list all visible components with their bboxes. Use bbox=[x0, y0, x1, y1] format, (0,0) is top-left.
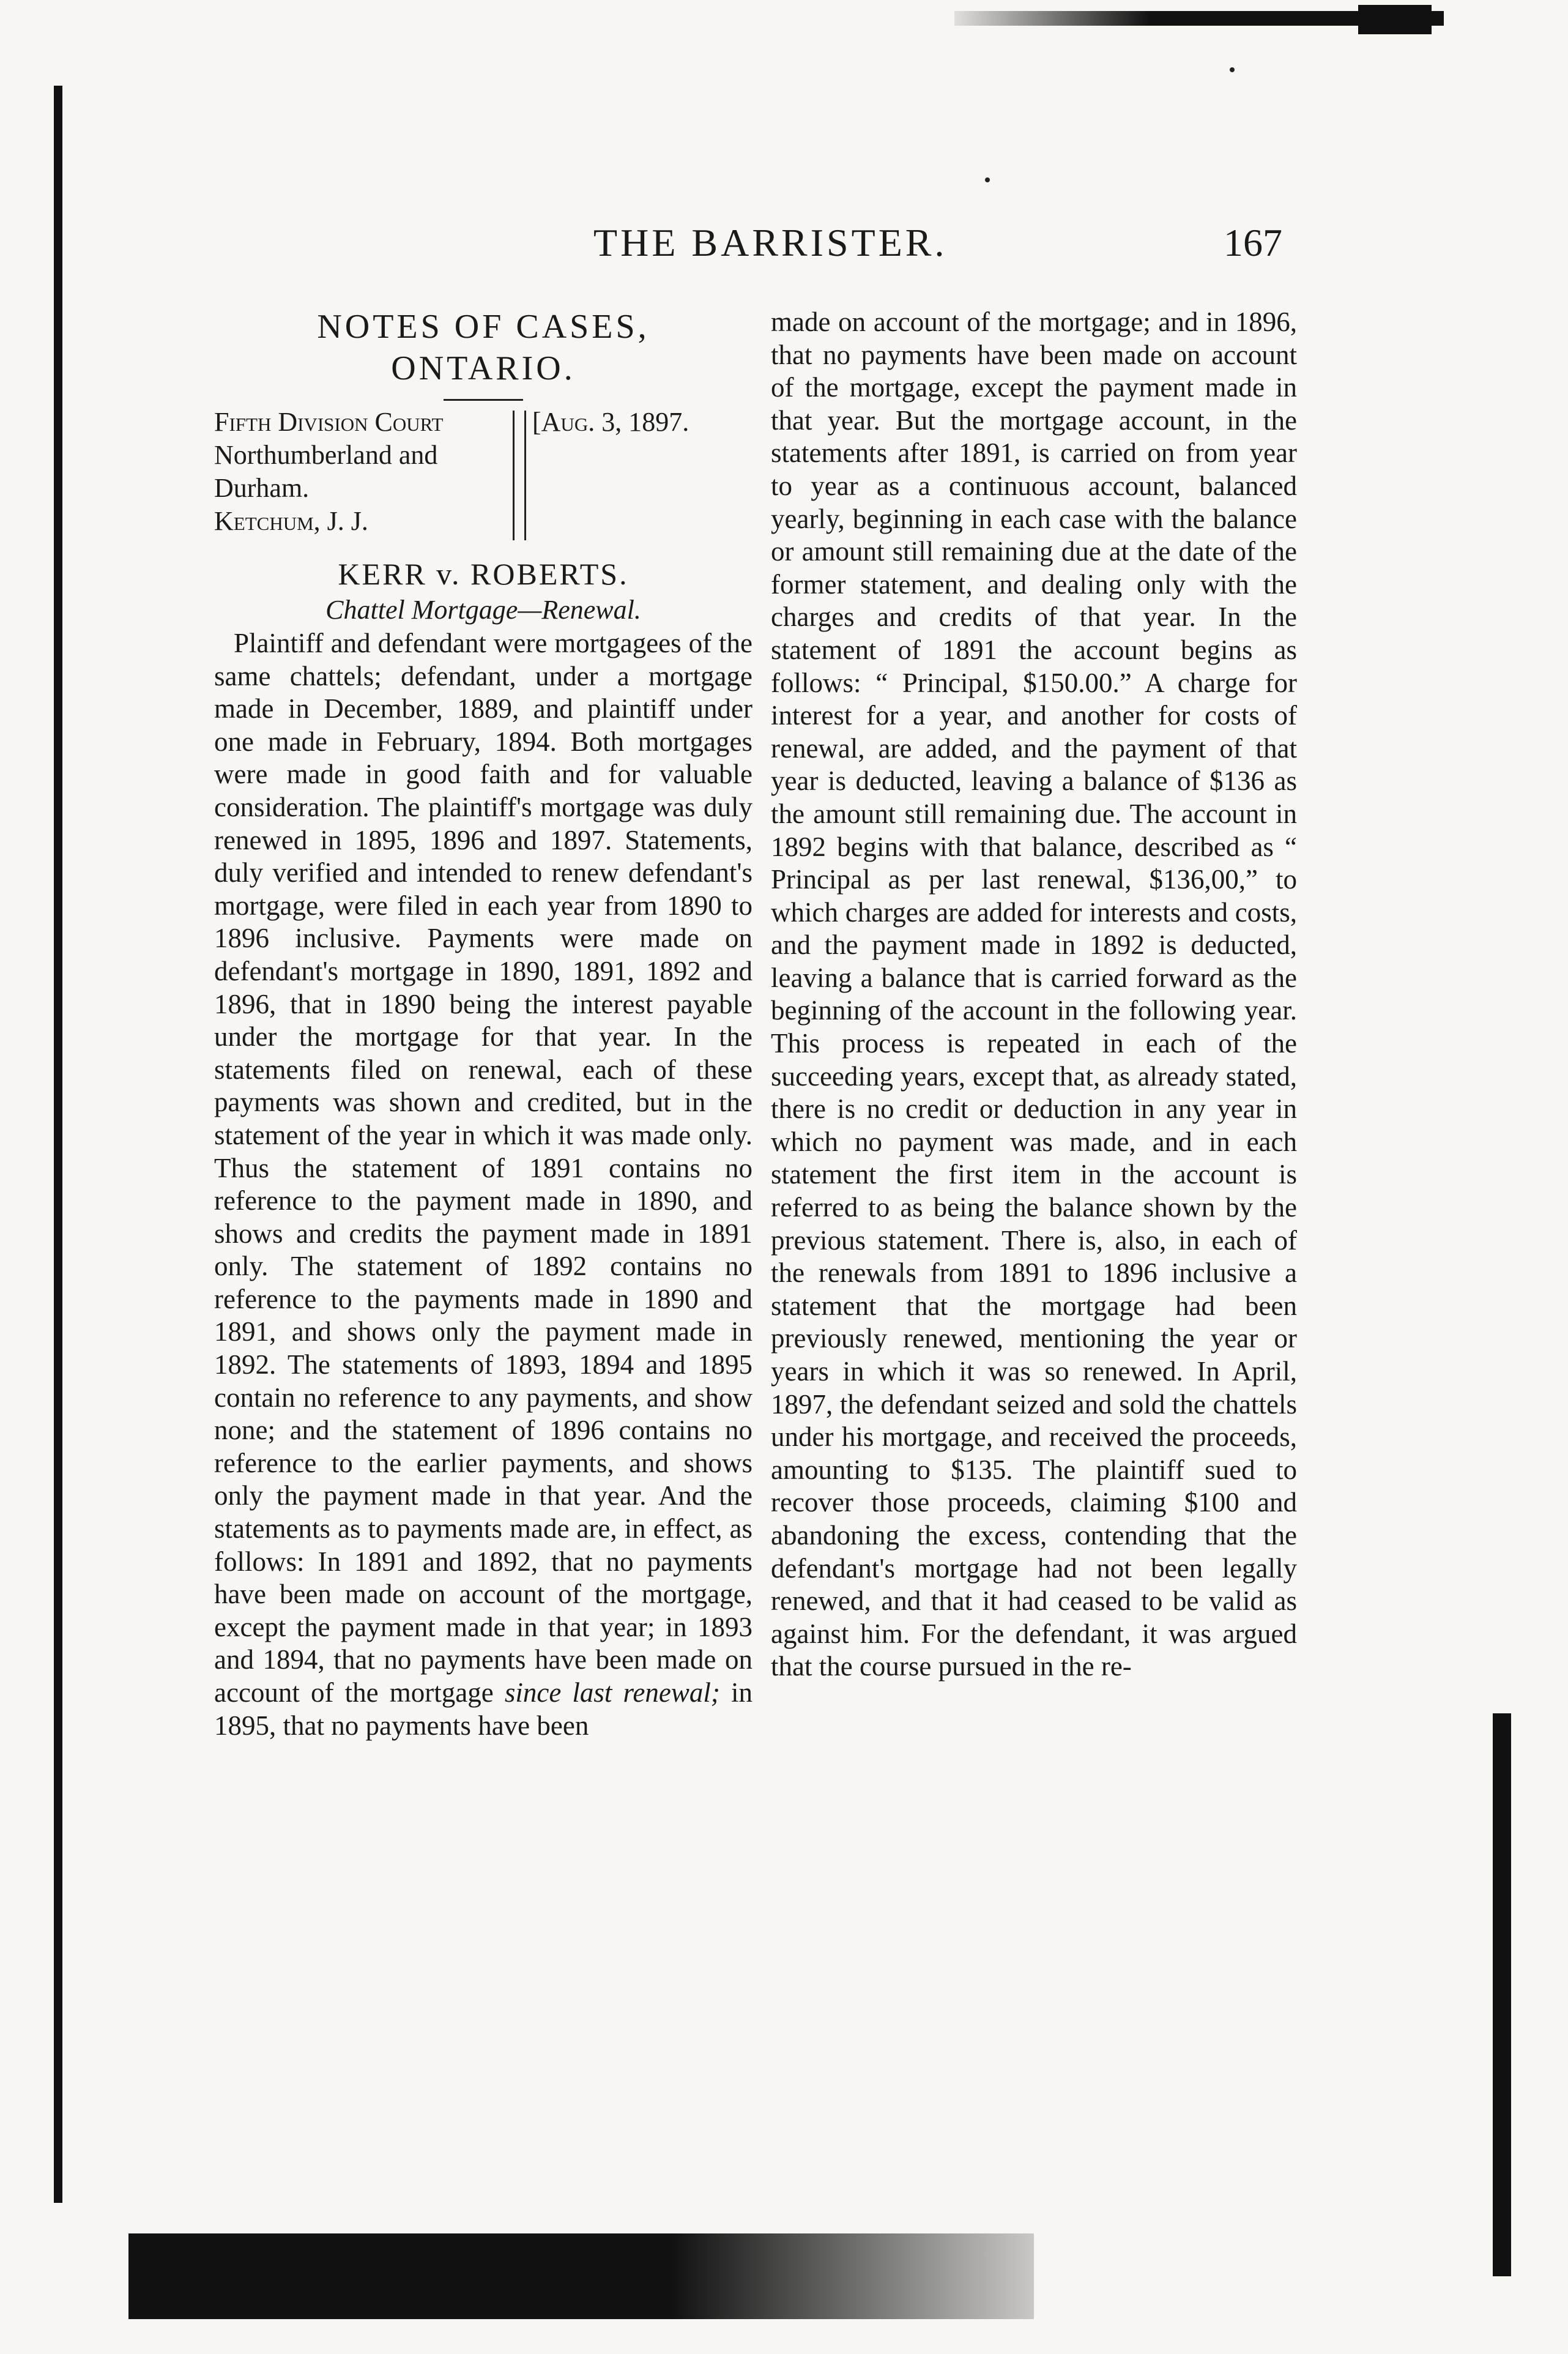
scan-edge-left bbox=[54, 86, 62, 2203]
heading-rule bbox=[444, 399, 523, 401]
court-region: Northumberland and bbox=[214, 440, 438, 470]
scan-edge-bottom bbox=[128, 2233, 1034, 2319]
case-subject: Chattel Mortgage—Renewal. bbox=[325, 595, 641, 625]
case-body-text: Plaintiff and defendant were mortgagees of the same chattels; defendant, under a mortgage made in December, 1889, and plaintiff under one made in February, 1894. Both mortgages were made in good faith and for valuable consideration. The plaintiff's mortgage was duly renewed in 1895, 1896 and 1897. Statements, duly verified and intended to renew defendant's mortgage, were filed in each year from 1890 to 1896 inclusive. Payments were made on defendant's mortgage in 1890, 1891, 1892 and 1896, that in 1890 being the interest payable under the mortgage for that year. In the statements filed on renewal, each of these payments was shown and credited, but in the statement of the year in which it was made only. Thus the statement of 1891 contains no reference to the payment made in 1890, and shows and credits the payment made in 1891 only. The statement of 1892 contains no reference to the payments made in 1890 and 1891, and shows only the payment made in 1892. The statements of 1893, 1894 and 1895 contain no reference to any payments, and show none; and the statement of 1896 contains no reference to the earlier payments, and shows only the payment made in that year. And the statements as to payments made are, in effect, as follows: In 1891 and 1892, that no payments have been made on account of the mortgage, except the payment made in that year; in 1893 and 1894, that no payments have been made on account of the mortgage bbox=[214, 628, 752, 1708]
case-body-text-end: in 1895, that no payments have been bbox=[214, 1677, 752, 1741]
page-header bbox=[0, 220, 1568, 281]
case-body-left bbox=[214, 627, 752, 1742]
section-heading: NOTES OF CASES, bbox=[317, 308, 650, 346]
case-body-italic: since last renewal; bbox=[504, 1677, 720, 1708]
scan-speck bbox=[1230, 67, 1235, 72]
court-date: [Aug. 3, 1897. bbox=[532, 407, 689, 437]
province-heading: ONTARIO. bbox=[391, 349, 576, 387]
left-column bbox=[214, 306, 752, 1742]
case-body-right: made on account of the mortgage; and in 1896, that no payments have been made on account of the mortgage, except the payment made in that year. But the mortgage account, in the statements after 1891, is carried on from year to year as a continuous account, balanced yearly, beginning in each case with the balance or amount still remaining due at the date of the former statement, and dealing only with the charges and credits of that year. In the statement of 1891 the account begins as follows: “ Principal, $150.00.” A charge for interest for a year, and another for costs of renewal, are added, and the payment of that year is deducted, leaving a balance of $136 as the amount still remaining due. The account in 1892 begins with that balance, described as “ Principal as per last renewal, $136,00,” to which charges are added for interests and costs, and the payment made in 1892 is deducted, leaving a balance that is carried forward as the beginning of the account in the following year. This process is repeated in each of the succeeding years, except that, as already stated, there is no credit or deduction in any year in which no payment was made, and in each statement the first item in the account is referred to as being the balance shown by the previous statement. There is, also, in each of the renewals from 1891 to 1896 inclusive a statement that the mortgage had been previously renewed, mentioning the year or years in which it was so renewed. In April, 1897, the defendant seized and sold the chattels under his mortgage, and received the proceeds, amounting to $135. The plaintiff sued to recover those proceeds, claiming $100 and abandoning the excess, contending that the defendant's mortgage had not been legally renewed, and that it had ceased to be valid as against him. For the defendant, it was argued that the course pursued in the re- bbox=[771, 307, 1297, 1682]
case-name: KERR v. ROBERTS. bbox=[338, 557, 629, 591]
scan-speck bbox=[985, 177, 990, 182]
page-number: 167 bbox=[1224, 221, 1282, 264]
court-brace bbox=[513, 411, 526, 540]
scan-edge-top-corner bbox=[1358, 5, 1432, 34]
court-county: Durham. bbox=[214, 473, 310, 503]
running-title: THE BARRISTER. bbox=[593, 221, 948, 264]
court-info bbox=[214, 406, 752, 553]
court-judge: Ketchum, J. J. bbox=[214, 506, 368, 536]
court-name: Fifth Division Court bbox=[214, 407, 444, 437]
right-column bbox=[771, 306, 1297, 1683]
scan-edge-right bbox=[1493, 1713, 1511, 2276]
